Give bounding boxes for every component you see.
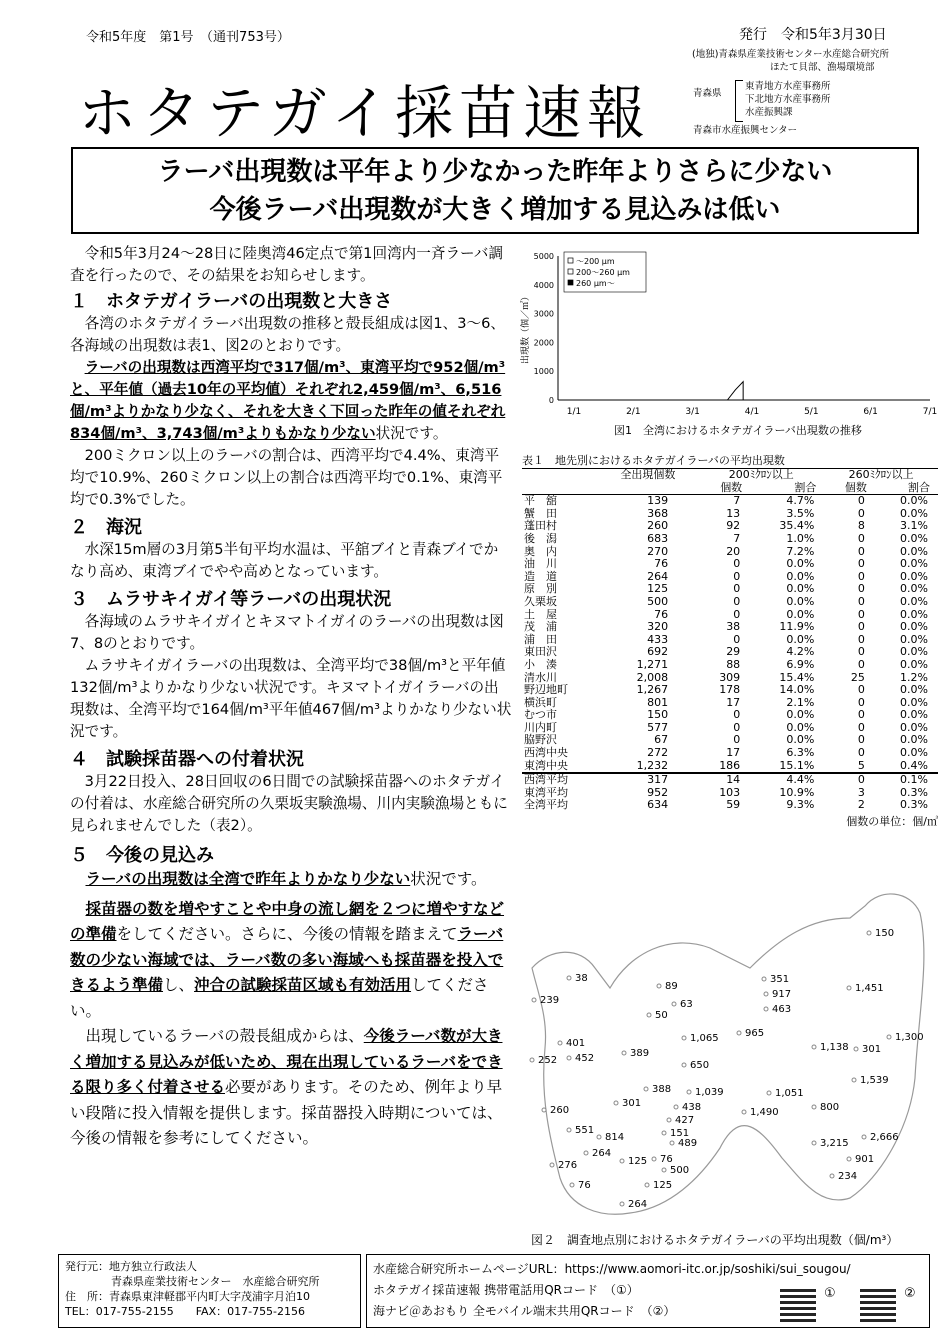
table-avg-row: 西湾平均 317 14 4.4% 0 0.1% bbox=[522, 773, 938, 787]
station-label: 3,215 bbox=[820, 1138, 849, 1149]
bracket bbox=[735, 80, 743, 122]
s1-p3: 200ミクロン以上のラーバの割合は、西湾平均で4.4%、東湾平均で10.9%、260ミクロン以上の割合は西湾平均で0.1%、東湾平均で0.3%でした。 bbox=[70, 447, 503, 508]
legend-label: ～200 μm bbox=[576, 257, 615, 266]
table-avg-row: 全湾平均 634 59 9.3% 2 0.3% bbox=[524, 798, 928, 812]
table-row: 奥 内 270 20 7.2% 0 0.0% bbox=[524, 544, 928, 558]
station-label: 76 bbox=[660, 1154, 673, 1165]
section5-title: ５ 今後の見込み bbox=[70, 845, 214, 866]
station-dot bbox=[764, 1007, 768, 1011]
station-dot bbox=[867, 931, 871, 935]
table1-grid bbox=[522, 469, 938, 812]
station-label: 38 bbox=[575, 973, 588, 984]
table1-header-row: 全出現個数 200ﾐｸﾛﾝ以上 260ﾐｸﾛﾝ以上 bbox=[620, 468, 914, 481]
station-label: 63 bbox=[680, 999, 693, 1010]
station-dot bbox=[567, 1056, 571, 1060]
station-dot bbox=[812, 1105, 816, 1109]
table-row: 小 湊 1,271 88 6.9% 0 0.0% bbox=[524, 657, 928, 671]
station-dot bbox=[532, 998, 536, 1002]
table-row: 脇野沢 67 0 0.0% 0 0.0% bbox=[524, 733, 928, 747]
station-dot bbox=[812, 1045, 816, 1049]
footer-tel: TEL：017-755-2155 FAX：017-755-2156 bbox=[65, 1305, 306, 1318]
station-dot bbox=[645, 1183, 649, 1187]
table-row: 清水川 2,008 309 15.4% 25 1.2% bbox=[524, 670, 928, 684]
station-dot bbox=[764, 992, 768, 996]
x-tick-label: 5/1 bbox=[804, 407, 819, 417]
station-label: 1,051 bbox=[775, 1088, 804, 1099]
station-label: 1,451 bbox=[855, 983, 884, 994]
fig2-caption: 図２ 調査地点別におけるホタテガイラーバの平均出現数（個/m³） bbox=[531, 1233, 899, 1247]
station-label: 917 bbox=[772, 989, 792, 1000]
station-dot bbox=[567, 976, 571, 980]
y-tick-label: 5000 bbox=[533, 252, 554, 261]
station-label: 264 bbox=[628, 1199, 648, 1210]
table-row: 浦 田 433 0 0.0% 0 0.0% bbox=[524, 632, 928, 646]
intro-text: 令和5年3月24～28日に陸奥湾46定点で第1回湾内一斉ラーバ調査を行ったので、その結果をお知らせします。 bbox=[70, 245, 504, 284]
qr-mark-2: ② bbox=[904, 1286, 916, 1301]
qr-mark-1: ① bbox=[824, 1286, 836, 1301]
legend-swatch bbox=[568, 269, 573, 274]
station-label: 1,490 bbox=[750, 1107, 779, 1118]
table1-unit: 個数の単位：個/㎥ bbox=[846, 815, 938, 829]
station-dot bbox=[597, 1135, 601, 1139]
station-dot bbox=[854, 1047, 858, 1051]
footer-pub2: 青森県産業技術センター 水産総合研究所 bbox=[111, 1275, 320, 1288]
legend-swatch bbox=[568, 258, 573, 263]
station-dot bbox=[830, 1174, 834, 1178]
station-label: 427 bbox=[675, 1115, 695, 1126]
station-dot bbox=[530, 1058, 534, 1062]
section3-title: ３ ムラサキイガイ等ラーバの出現状況 bbox=[70, 589, 392, 610]
series-area bbox=[727, 382, 743, 400]
footer-links bbox=[366, 1254, 930, 1328]
station-label: 401 bbox=[566, 1038, 586, 1049]
s2-p1: 水深15m層の3月第5半旬平均水温は、平舘ブイと青森ブイでかなり高め、東湾ブイでやや高めとなっています。 bbox=[70, 541, 499, 580]
station-dot bbox=[767, 1091, 771, 1095]
station-dot bbox=[620, 1202, 624, 1206]
station-label: 800 bbox=[820, 1102, 840, 1113]
table-row: 原 別 125 0 0.0% 0 0.0% bbox=[524, 582, 928, 596]
station-label: 151 bbox=[670, 1128, 690, 1139]
station-dot bbox=[667, 1118, 671, 1122]
station-label: 1,039 bbox=[695, 1087, 724, 1098]
table-row: むつ市 150 0 0.0% 0 0.0% bbox=[524, 708, 928, 722]
station-label: 1,138 bbox=[820, 1042, 849, 1053]
station-label: 239 bbox=[540, 995, 560, 1006]
headline-line2: 今後ラーバ出現数が大きく増加する見込みは低い bbox=[209, 195, 781, 225]
y-axis-label: 出現数（個／㎥） bbox=[521, 291, 531, 365]
station-label: 301 bbox=[622, 1098, 642, 1109]
table-row: 蓬田村 260 92 35.4% 8 3.1% bbox=[524, 519, 928, 533]
legend-label: 260 μm～ bbox=[576, 279, 615, 288]
table-row: 久栗坂 500 0 0.0% 0 0.0% bbox=[524, 594, 928, 608]
station-label: 276 bbox=[558, 1160, 578, 1171]
x-tick-label: 7/1 bbox=[922, 407, 938, 417]
station-dot bbox=[567, 1128, 571, 1132]
s5-p3: 出現しているラーバの殻長組成からは、今後ラーバ数が大きく増加する見込みが低いため、現在出現しているラーバをできる限り多く付着させる必要があります。そのため、例年より早い段階に投入情報を提供します。採苗器投入時期については、今後の情報を参考にしてください。 bbox=[70, 1027, 503, 1147]
station-dot bbox=[862, 1135, 866, 1139]
section4-title: ４ 試験採苗器への付着状況 bbox=[70, 749, 304, 770]
x-tick-label: 4/1 bbox=[744, 407, 760, 417]
fig1-chart bbox=[516, 244, 940, 444]
table-row: 横浜町 801 17 2.1% 0 0.0% bbox=[524, 695, 928, 709]
station-dot bbox=[687, 1090, 691, 1094]
station-label: 814 bbox=[605, 1132, 625, 1143]
station-dot bbox=[737, 1031, 741, 1035]
table-row: 造 道 264 0 0.0% 0 0.0% bbox=[524, 569, 928, 583]
left-column bbox=[70, 243, 512, 1152]
table-row: 土 屋 76 0 0.0% 0 0.0% bbox=[524, 607, 928, 621]
s3-p2: ムラサキイガイラーバの出現数は、全湾平均で38個/m³と平年値132個/m³よりかなり少ない状況です。キヌマトイガイラーバの出現数は、全湾平均で164個/m³平年値467個/m³よりかなり少ない状況です。 bbox=[70, 657, 512, 740]
station-label: 76 bbox=[578, 1180, 591, 1191]
footer-web[interactable]: 水産総合研究所ホームページURL：https://www.aomori-itc.or.jp/soshiki/sui_sougou/ bbox=[373, 1262, 851, 1276]
station-label: 500 bbox=[670, 1165, 690, 1176]
s1-p1: 各湾のホタテガイラーバ出現数の推移と殻長組成は図1、3～6、各海域の出現数は表1、図2のとおりです。 bbox=[70, 315, 506, 354]
station-dot bbox=[652, 1157, 656, 1161]
station-dot bbox=[657, 984, 661, 988]
station-dot bbox=[682, 1063, 686, 1067]
station-label: 234 bbox=[838, 1171, 858, 1182]
station-label: 150 bbox=[875, 928, 895, 939]
station-dot bbox=[852, 1078, 856, 1082]
station-dot bbox=[550, 1163, 554, 1167]
station-label: 260 bbox=[550, 1105, 570, 1116]
org-main2: ほたて貝部、漁場環境部 bbox=[770, 62, 875, 73]
page-title: ホタテガイ採苗速報 bbox=[78, 79, 652, 147]
x-tick-label: 1/1 bbox=[566, 407, 582, 417]
fig2-map bbox=[520, 878, 940, 1228]
table-row: 野辺地町 1,267 178 14.0% 0 0.0% bbox=[524, 683, 928, 697]
station-label: 351 bbox=[770, 974, 790, 985]
station-dot bbox=[647, 1013, 651, 1017]
station-label: 389 bbox=[630, 1048, 650, 1059]
y-tick-label: 3000 bbox=[533, 309, 554, 319]
station-label: 252 bbox=[538, 1055, 558, 1066]
fig1-caption: 図1 全湾におけるホタテガイラーバ出現数の推移 bbox=[614, 424, 862, 437]
footer-qr1-text: ホタテガイ採苗速報 携帯電話用QRコード （①） bbox=[373, 1283, 639, 1297]
station-label: 50 bbox=[655, 1010, 668, 1021]
footer-addr: 住 所：青森県東津軽郡平内町大字茂浦字月泊10 bbox=[65, 1290, 310, 1303]
legend-swatch bbox=[568, 280, 573, 285]
legend-label: 200～260 μm bbox=[576, 268, 630, 277]
footer-publisher bbox=[58, 1254, 361, 1328]
s3-p1: 各海域のムラサキイガイとキヌマトイガイのラーバの出現数は図7、8のとおりです。 bbox=[70, 613, 504, 652]
station-dot bbox=[812, 1141, 816, 1145]
table-avg-row: 東湾平均 952 103 10.9% 3 0.3% bbox=[524, 785, 928, 799]
table-row: 西湾中央 272 17 6.3% 0 0.0% bbox=[524, 746, 928, 760]
station-dot bbox=[672, 1002, 676, 1006]
station-label: 125 bbox=[628, 1156, 648, 1167]
section2-title: ２ 海況 bbox=[70, 517, 142, 538]
y-tick-label: 1000 bbox=[533, 367, 554, 377]
section1-title: １ ホタテガイラーバの出現数と大きさ bbox=[70, 291, 393, 312]
station-dot bbox=[620, 1159, 624, 1163]
station-label: 463 bbox=[772, 1004, 792, 1015]
station-dot bbox=[682, 1036, 686, 1040]
station-dot bbox=[674, 1105, 678, 1109]
station-dot bbox=[847, 1157, 851, 1161]
station-dot bbox=[622, 1051, 626, 1055]
org-main: (地独)青森県産業技術センター水産総合研究所 bbox=[692, 49, 890, 60]
station-label: 125 bbox=[653, 1180, 673, 1191]
issue-number: 令和5年度 第1号 （通刊753号） bbox=[86, 30, 290, 45]
qr-code-1-icon[interactable] bbox=[780, 1286, 816, 1322]
station-dot bbox=[662, 1168, 666, 1172]
station-label: 438 bbox=[682, 1102, 702, 1113]
station-label: 89 bbox=[665, 981, 678, 992]
x-tick-label: 3/1 bbox=[685, 407, 700, 417]
station-label: 1,539 bbox=[860, 1075, 889, 1086]
qr-code-2-icon[interactable] bbox=[860, 1286, 896, 1322]
x-tick-label: 2/1 bbox=[626, 407, 641, 417]
footer-pub1: 発行元：地方独立行政法人 bbox=[65, 1260, 197, 1273]
y-tick-label: 4000 bbox=[533, 280, 554, 290]
station-label: 489 bbox=[678, 1138, 698, 1149]
headline-box bbox=[71, 147, 919, 234]
table-row: 茂 浦 320 38 11.9% 0 0.0% bbox=[524, 620, 928, 634]
table-row: 蟹 田 368 13 3.5% 0 0.0% bbox=[524, 506, 928, 520]
station-dot bbox=[558, 1041, 562, 1045]
station-dot bbox=[644, 1087, 648, 1091]
station-dot bbox=[742, 1110, 746, 1114]
station-label: 264 bbox=[592, 1148, 612, 1159]
station-dot bbox=[542, 1108, 546, 1112]
station-dot bbox=[762, 977, 766, 981]
s5-p2: 採苗器の数を増やすことや中身の流し網を２つに増やすなどの準備をしてください。さらに、今後の情報を踏まえてラーバ数の少ない海域では、ラーバ数の多い海域へも採苗器を投入できるよう準備し、沖合の試験採苗区域も有効活用してください。 bbox=[70, 899, 505, 1020]
s1-p2: ラーバの出現数は西湾平均で317個/m³、東湾平均で952個/m³と、平年値（過去10年の平均値）それぞれ2,459個/m³、6,516個/m³よりかなり少なく、それを大きく下回った昨年の値それぞれ834個/m³、3,743個/m³よりもかなり少ない状況です。 bbox=[70, 359, 506, 442]
station-label: 551 bbox=[575, 1125, 595, 1136]
footer-qr2-text: 海ナビ＠あおもり 全モバイル端末共用QRコード （②） bbox=[373, 1304, 676, 1318]
station-label: 901 bbox=[855, 1154, 875, 1165]
station-label: 650 bbox=[690, 1060, 710, 1071]
table1 bbox=[522, 452, 938, 829]
station-label: 388 bbox=[652, 1084, 672, 1095]
table-row: 東湾中央 1,232 186 15.1% 5 0.4% bbox=[524, 758, 928, 772]
station-label: 2,666 bbox=[870, 1132, 899, 1143]
station-dot bbox=[570, 1183, 574, 1187]
table-row: 川内町 577 0 0.0% 0 0.0% bbox=[524, 720, 928, 734]
station-dot bbox=[670, 1141, 674, 1145]
y-tick-label: 0 bbox=[548, 396, 554, 405]
org-list: 東青地方水産事務所 下北地方水産事務所 水産振興課 bbox=[745, 81, 831, 118]
station-dot bbox=[662, 1131, 666, 1135]
org-city: 青森市水産振興センター bbox=[693, 125, 798, 136]
publish-date: 発行 令和5年3月30日 bbox=[739, 27, 887, 43]
station-label: 1,065 bbox=[690, 1033, 719, 1044]
table-row: 東田沢 692 29 4.2% 0 0.0% bbox=[524, 645, 928, 659]
s5-p1: ラーバの出現数は全湾で昨年よりかなり少ない状況です。 bbox=[85, 870, 487, 888]
headline-line1: ラーバ出現数は平年より少なかった昨年よりさらに少ない bbox=[157, 157, 833, 187]
s4-p1: 3月22日投入、28日回収の6日間での試験採苗器へのホタテガイの付着は、水産総合研究所の久栗坂実験漁場、川内実験漁場ともに見られませんでした（表2）。 bbox=[70, 773, 508, 834]
station-dot bbox=[584, 1151, 588, 1155]
station-label: 965 bbox=[745, 1028, 765, 1039]
table-row: 平 舘 139 7 4.7% 0 0.0% bbox=[524, 494, 928, 508]
station-label: 301 bbox=[862, 1044, 882, 1055]
station-dot bbox=[614, 1101, 618, 1105]
table1-title: 表１ 地先別におけるホタテガイラーバの平均出現数 bbox=[522, 452, 938, 469]
table1-subheader-row: 個数 割合 個数 割合 bbox=[522, 482, 938, 495]
table-row: 油 川 76 0 0.0% 0 0.0% bbox=[524, 557, 928, 571]
y-tick-label: 2000 bbox=[533, 338, 554, 348]
station-label: 452 bbox=[575, 1053, 595, 1064]
station-dot bbox=[847, 986, 851, 990]
org-pref: 青森県 bbox=[693, 88, 722, 99]
table-row: 後 潟 683 7 1.0% 0 0.0% bbox=[524, 531, 928, 545]
x-tick-label: 6/1 bbox=[863, 407, 878, 417]
station-dot bbox=[887, 1035, 891, 1039]
station-label: 1,300 bbox=[895, 1032, 924, 1043]
